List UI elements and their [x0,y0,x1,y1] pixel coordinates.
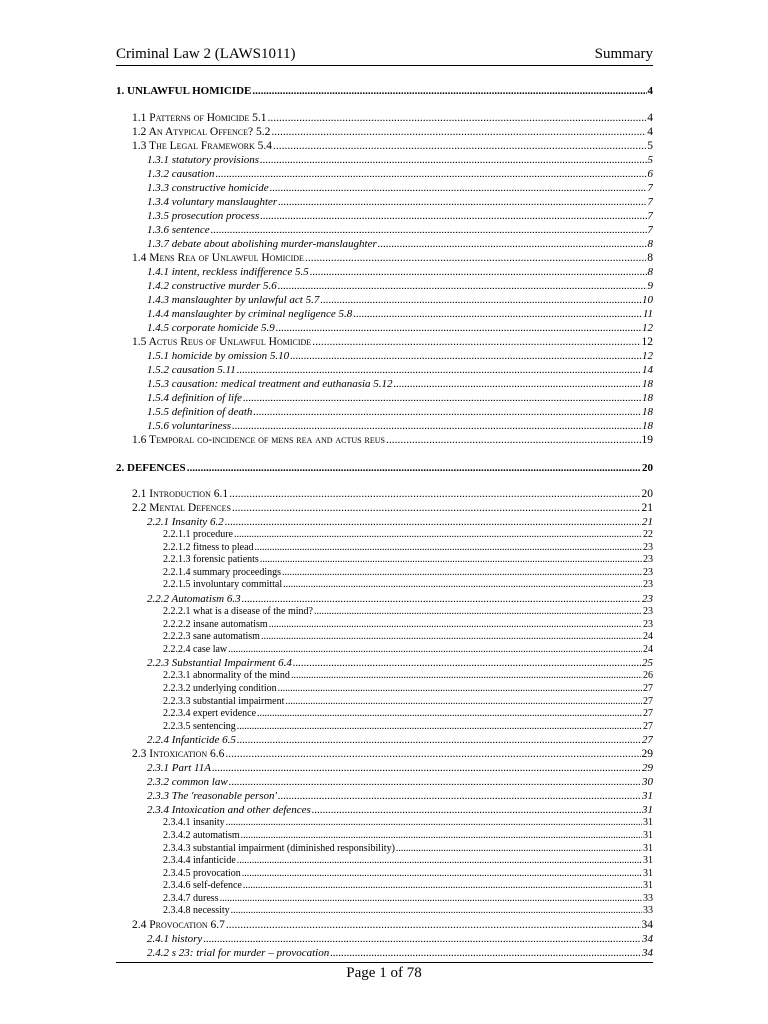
toc-dot-leader [187,461,641,475]
toc-entry[interactable] [116,279,653,293]
toc-dot-leader [232,419,641,433]
toc-entry-title: 2.2.2.2 insane automatism [163,618,268,630]
toc-dot-leader [312,335,640,349]
toc-entry-title: 2.3.4.1 insanity [163,817,225,829]
toc-dot-leader [378,237,647,251]
toc-entry-page: 12 [642,350,653,362]
toc-entry[interactable] [116,307,653,321]
toc-entry[interactable] [116,209,653,223]
toc-entry[interactable] [116,789,653,803]
toc-dot-leader [237,733,641,747]
toc-entry-page: 22 [643,529,653,540]
toc-dot-leader [237,363,641,377]
toc-entry-title: 2.3.4.3 substantial impairment (diminished responsibility) [163,842,395,854]
toc-entry[interactable] [116,251,653,265]
toc-entry-page: 4 [647,85,653,97]
toc-entry[interactable] [116,293,653,307]
toc-entry[interactable] [116,419,653,433]
toc-dot-leader [229,775,641,789]
toc-entry[interactable] [116,501,653,515]
toc-entry-title: 2.2.3.1 abnormality of the mind [163,670,290,682]
toc-entry[interactable] [116,167,653,181]
toc-entry[interactable] [116,515,653,529]
toc-dot-leader [353,307,642,321]
toc-entry-title: 2.3.1 Part 11A [147,762,211,775]
toc-dot-leader [228,644,642,657]
toc-entry-title: 1.5.1 homicide by omission 5.10 [147,350,290,362]
toc-entry-title: 1.5.4 definition of life [147,392,243,404]
footer-divider [116,962,653,963]
toc-dot-leader [260,554,642,567]
toc-entry[interactable] [116,111,653,125]
toc-entry-page: 18 [642,420,653,432]
toc-entry-page: 27 [643,708,653,720]
toc-dot-leader [310,265,647,279]
toc-dot-leader [226,817,642,830]
toc-entry[interactable] [116,237,653,251]
table-of-contents [116,84,653,960]
toc-entry[interactable] [116,181,653,195]
toc-entry-page: 5 [647,154,653,166]
toc-entry-title: 2.1 Introduction 6.1 [132,488,229,500]
toc-entry-title: 2.3.4 Intoxication and other defences [147,804,311,817]
toc-entry-title: 1.4.1 intent, reckless indifference 5.5 [147,266,309,278]
toc-entry-title: 1.3.3 constructive homicide [147,182,269,194]
toc-entry[interactable] [116,529,653,542]
toc-dot-leader [232,501,641,515]
toc-entry-page: 29 [642,762,653,775]
toc-entry-page: 23 [643,618,653,630]
toc-entry[interactable] [116,761,653,775]
toc-dot-leader [260,209,646,223]
toc-dot-leader [229,487,640,501]
toc-entry[interactable] [116,349,653,363]
toc-entry[interactable] [116,905,653,918]
toc-entry-page: 21 [641,502,653,514]
toc-dot-leader [283,579,642,592]
toc-dot-leader [225,515,641,529]
toc-entry-page: 23 [643,566,653,578]
toc-entry[interactable] [116,487,653,501]
toc-entry-page: 7 [647,196,653,208]
toc-entry-title: 2.3.4.4 infanticide [163,855,236,867]
toc-entry[interactable] [116,195,653,209]
toc-dot-leader [278,279,647,293]
toc-entry-page: 18 [642,406,653,418]
toc-entry-page: 12 [641,336,653,348]
toc-entry[interactable] [116,817,653,830]
toc-entry-page: 30 [642,776,653,789]
toc-entry-title: 1.4 Mens Rea of Unlawful Homicide [132,252,304,264]
toc-entry-page: 8 [647,252,653,264]
toc-entry-title: 2.2.1.5 involuntary committal [163,579,283,591]
toc-entry-title: 1.5.5 definition of death [147,406,253,418]
toc-entry-page: 18 [642,378,653,390]
toc-entry[interactable] [116,223,653,237]
toc-entry-page: 8 [647,238,653,250]
toc-entry[interactable] [116,803,653,817]
toc-dot-leader [270,181,647,195]
toc-dot-leader [255,542,642,555]
toc-entry-page: 27 [642,734,653,747]
toc-entry-title: 2.3.4.8 necessity [163,905,230,917]
toc-entry-title: 2.2.4 Infanticide 6.5 [147,734,236,747]
toc-entry-page: 23 [643,541,653,553]
toc-entry-page: 31 [642,790,653,803]
toc-entry[interactable] [116,554,653,567]
toc-entry-title: 1.4.3 manslaughter by unlawful act 5.7 [147,294,320,306]
toc-dot-leader [203,932,641,946]
toc-entry-title: 1.6 Temporal co-incidence of mens rea and actus reus [132,434,385,446]
toc-entry-page: 20 [642,462,653,474]
toc-dot-leader [312,803,641,817]
toc-dot-leader [305,251,646,265]
toc-entry-page: 27 [643,682,653,694]
toc-entry-page: 6 [647,168,653,180]
toc-entry[interactable] [116,461,653,475]
toc-entry[interactable] [116,946,653,960]
toc-entry-title: 2.3 Intoxication 6.6 [132,748,225,761]
toc-entry-title: 1.2 An Atypical Offence? 5.2 [132,126,271,138]
toc-entry-title: 1.3 The Legal Framework 5.4 [132,140,273,152]
toc-entry-page: 26 [643,670,653,682]
toc-entry[interactable] [116,377,653,391]
toc-entry-page: 9 [647,280,653,292]
toc-entry-page: 23 [643,554,653,566]
toc-entry-page: 7 [647,182,653,194]
toc-dot-leader [293,656,641,670]
toc-entry-title: 2.2.2.3 sane automatism [163,631,260,643]
toc-entry-title: 2.2.3 Substantial Impairment 6.4 [147,657,292,670]
toc-entry-title: 2. DEFENCES [116,462,186,474]
toc-entry-page: 27 [643,695,653,707]
toc-entry[interactable] [116,868,653,881]
toc-dot-leader [260,153,646,167]
toc-entry-title: 2.4.1 history [147,933,203,946]
toc-dot-leader [273,139,646,153]
toc-entry-page: 7 [647,224,653,236]
toc-entry[interactable] [116,405,653,419]
toc-entry-title: 2.3.4.7 duress [163,892,219,904]
toc-entry-title: 2.2 Mental Defences [132,502,231,514]
toc-entry-title: 2.3.2 common law [147,776,228,789]
toc-dot-leader [314,606,642,619]
toc-dot-leader [231,905,642,918]
toc-entry-title: 2.2.3.4 expert evidence [163,708,257,720]
toc-entry[interactable] [116,893,653,906]
toc-entry[interactable] [116,579,653,592]
toc-entry-page: 34 [641,919,653,932]
toc-entry-page: 31 [643,829,653,841]
toc-entry-page: 4 [647,126,653,138]
toc-entry-page: 31 [642,804,653,817]
toc-entry[interactable] [116,708,653,721]
toc-entry-title: 2.4 Provocation 6.7 [132,919,225,932]
toc-entry-title: 1.4.4 manslaughter by criminal negligence 5.8 [147,308,353,320]
toc-dot-leader [290,349,641,363]
toc-entry[interactable] [116,918,653,932]
toc-entry[interactable] [116,335,653,349]
toc-entry-title: 1.5.6 voluntariness [147,420,232,432]
toc-entry-title: 2.3.3 The 'reasonable person' [147,790,277,803]
toc-entry-page: 33 [643,892,653,904]
toc-entry-title: 2.4.2 s 23: trial for murder – provocation [147,947,330,960]
toc-entry-page: 11 [642,308,653,320]
toc-entry-page: 4 [647,112,653,124]
toc-entry-page: 24 [643,631,653,643]
toc-entry-page: 31 [643,867,653,879]
toc-entry-page: 19 [641,434,653,446]
toc-dot-leader [282,567,642,580]
toc-entry[interactable] [116,683,653,696]
header-doc-type: Summary [594,46,653,62]
toc-entry-title: 1.4.2 constructive murder 5.6 [147,280,277,292]
toc-entry[interactable] [116,644,653,657]
toc-entry-page: 10 [642,294,653,306]
toc-entry[interactable] [116,932,653,946]
toc-entry[interactable] [116,696,653,709]
toc-entry[interactable] [116,321,653,335]
toc-entry[interactable] [116,619,653,632]
toc-entry-page: 25 [642,657,653,670]
toc-dot-leader [253,405,641,419]
toc-entry[interactable] [116,670,653,683]
toc-entry[interactable] [116,542,653,555]
toc-dot-leader [396,843,642,856]
toc-dot-leader [278,195,646,209]
toc-entry-page: 20 [641,488,653,500]
toc-entry-title: 1.3.6 sentence [147,224,210,236]
toc-entry[interactable] [116,855,653,868]
toc-dot-leader [320,293,641,307]
toc-entry[interactable] [116,733,653,747]
toc-dot-leader [394,377,641,391]
toc-entry-title: 1.5.2 causation 5.11 [147,364,236,376]
toc-entry[interactable] [116,880,653,893]
toc-entry-page: 31 [643,855,653,867]
toc-entry[interactable] [116,363,653,377]
toc-entry[interactable] [116,721,653,734]
running-header [116,41,653,66]
toc-entry[interactable] [116,567,653,580]
toc-entry-page: 29 [641,748,653,761]
toc-entry-title: 2.2.3.2 underlying condition [163,682,277,694]
toc-entry[interactable] [116,631,653,644]
toc-entry-title: 2.2.2.1 what is a disease of the mind? [163,605,313,617]
toc-entry-title: 1.5 Actus Reus of Unlawful Homicide [132,336,312,348]
toc-entry[interactable] [116,153,653,167]
toc-dot-leader [243,880,642,893]
toc-dot-leader [330,946,641,960]
toc-dot-leader [237,855,642,868]
toc-entry-page: 18 [642,392,653,404]
toc-entry-title: 1.5.3 causation: medical treatment and euthanasia 5.12 [147,378,393,390]
toc-dot-leader [237,721,642,734]
toc-dot-leader [261,631,642,644]
toc-entry[interactable] [116,830,653,843]
toc-entry-page: 21 [642,516,653,528]
toc-entry[interactable] [116,656,653,670]
toc-dot-leader [220,893,642,906]
page-number: Page 1 of 78 [346,965,422,981]
toc-entry[interactable] [116,843,653,856]
toc-dot-leader [252,84,646,98]
toc-entry-title: 1.3.7 debate about abolishing murder-manslaughter [147,238,377,250]
toc-entry-title: 1.3.4 voluntary manslaughter [147,196,278,208]
toc-entry-page: 5 [647,140,653,152]
toc-entry[interactable] [116,747,653,761]
toc-entry[interactable] [116,265,653,279]
toc-dot-leader [278,789,641,803]
toc-entry-title: 2.2.2 Automatism 6.3 [147,592,241,605]
toc-dot-leader [212,761,641,775]
toc-entry-title: 1. UNLAWFUL HOMICIDE [116,85,252,97]
toc-entry-title: 2.2.3.5 sentencing [163,720,236,732]
toc-entry-title: 1.1 Patterns of Homicide 5.1 [132,112,267,124]
toc-dot-leader [268,111,647,125]
header-course-title: Criminal Law 2 (LAWS1011) [116,46,296,62]
toc-entry-page: 34 [642,933,653,946]
toc-dot-leader [386,433,641,447]
toc-dot-leader [226,918,641,932]
toc-entry-title: 2.2.2.4 case law [163,643,228,655]
toc-dot-leader [271,125,646,139]
toc-entry-page: 23 [643,605,653,617]
toc-entry-page: 31 [643,842,653,854]
toc-entry-title: 2.3.4.6 self-defence [163,880,242,892]
toc-dot-leader [291,670,642,683]
toc-entry-title: 2.2.1.1 procedure [163,529,233,540]
toc-entry-page: 7 [647,210,653,222]
toc-dot-leader [243,391,641,405]
toc-entry-page: 23 [642,592,653,605]
toc-entry-title: 2.2.1.2 fitness to plead [163,541,254,553]
toc-dot-leader [242,592,641,606]
toc-dot-leader [276,321,641,335]
toc-entry-page: 8 [647,266,653,278]
toc-entry-page: 14 [642,364,653,376]
toc-entry-page: 31 [643,817,653,829]
toc-entry-title: 2.2.3.3 substantial impairment [163,695,285,707]
toc-entry-title: 2.3.4.2 automatism [163,829,240,841]
toc-entry[interactable] [116,775,653,789]
toc-entry-page: 31 [643,880,653,892]
toc-dot-leader [241,830,642,843]
toc-entry-title: 1.3.2 causation [147,168,215,180]
toc-entry[interactable] [116,606,653,619]
toc-dot-leader [242,868,642,881]
toc-entry-title: 1.3.1 statutory provisions [147,154,260,166]
toc-dot-leader [234,529,642,542]
toc-entry-title: 2.3.4.5 provocation [163,867,241,879]
toc-entry-page: 33 [643,905,653,917]
toc-entry[interactable] [116,391,653,405]
toc-dot-leader [211,223,647,237]
toc-entry-page: 12 [642,322,653,334]
toc-dot-leader [278,683,642,696]
toc-dot-leader [285,696,642,709]
toc-entry[interactable] [116,84,653,98]
toc-entry-title: 2.2.1 Insanity 6.2 [147,516,224,528]
toc-entry[interactable] [116,125,653,139]
toc-dot-leader [257,708,642,721]
toc-entry-page: 34 [642,947,653,960]
toc-entry[interactable] [116,139,653,153]
toc-entry-page: 23 [643,579,653,591]
toc-entry-page: 24 [643,643,653,655]
toc-entry-page: 27 [643,720,653,732]
toc-dot-leader [216,167,647,181]
toc-dot-leader [269,619,642,632]
toc-dot-leader [225,747,640,761]
toc-entry[interactable] [116,433,653,447]
toc-entry-title: 2.2.1.4 summary proceedings [163,566,282,578]
toc-entry-title: 1.4.5 corporate homicide 5.9 [147,322,275,334]
toc-entry-title: 2.2.1.3 forensic patients [163,554,259,566]
toc-entry-title: 1.3.5 prosecution process [147,210,260,222]
toc-entry[interactable] [116,592,653,606]
